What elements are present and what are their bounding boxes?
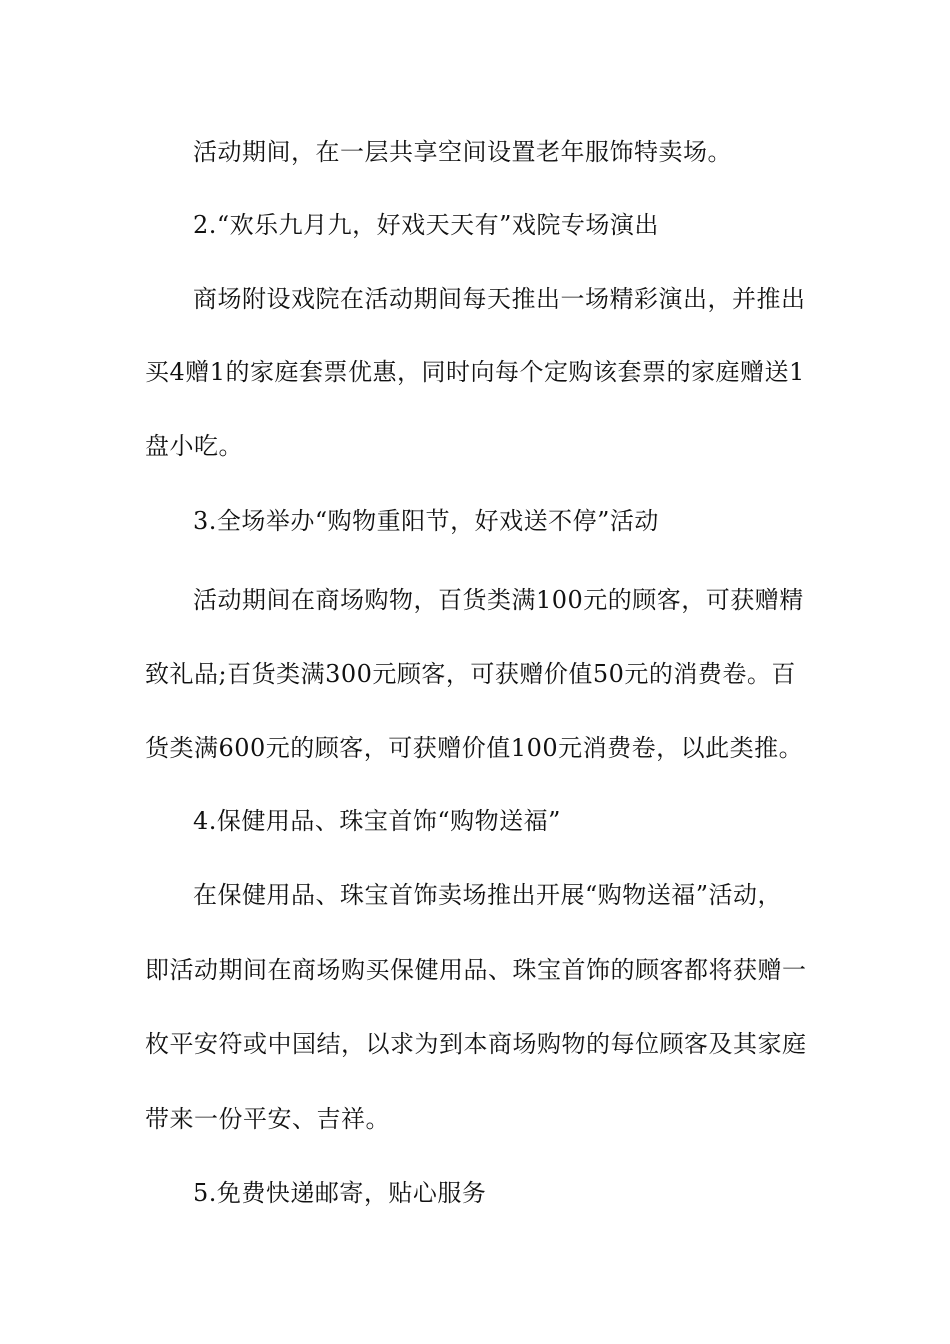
paragraph-line: 盘小吃。	[145, 432, 243, 460]
section-heading: 2.“欢乐九月九，好戏天天有”戏院专场演出	[193, 211, 659, 239]
paragraph-line: 即活动期间在商场购买保健用品、珠宝首饰的顾客都将获赠一	[145, 956, 807, 984]
paragraph-line: 带来一份平安、吉祥。	[145, 1105, 390, 1133]
section-heading: 4.保健用品、珠宝首饰“购物送福”	[193, 807, 561, 835]
section-heading: 5.免费快递邮寄，贴心服务	[193, 1179, 487, 1207]
paragraph-line: 商场附设戏院在活动期间每天推出一场精彩演出，并推出	[193, 285, 806, 313]
section-heading: 3.全场举办“购物重阳节，好戏送不停”活动	[193, 507, 659, 535]
paragraph-line: 货类满600元的顾客，可获赠价值100元消费卷，以此类推。	[145, 734, 804, 762]
paragraph-line: 在保健用品、珠宝首饰卖场推出开展“购物送福”活动，	[193, 881, 783, 909]
paragraph-line: 枚平安符或中国结，以求为到本商场购物的每位顾客及其家庭	[145, 1030, 807, 1058]
paragraph-line: 活动期间，在一层共享空间设置老年服饰特卖场。	[193, 138, 732, 166]
paragraph-line: 致礼品;百货类满300元顾客，可获赠价值50元的消费卷。百	[145, 660, 796, 688]
paragraph-line: 活动期间在商场购物，百货类满100元的顾客，可获赠精	[193, 586, 804, 614]
paragraph-line: 买4赠1的家庭套票优惠，同时向每个定购该套票的家庭赠送1	[145, 358, 805, 386]
